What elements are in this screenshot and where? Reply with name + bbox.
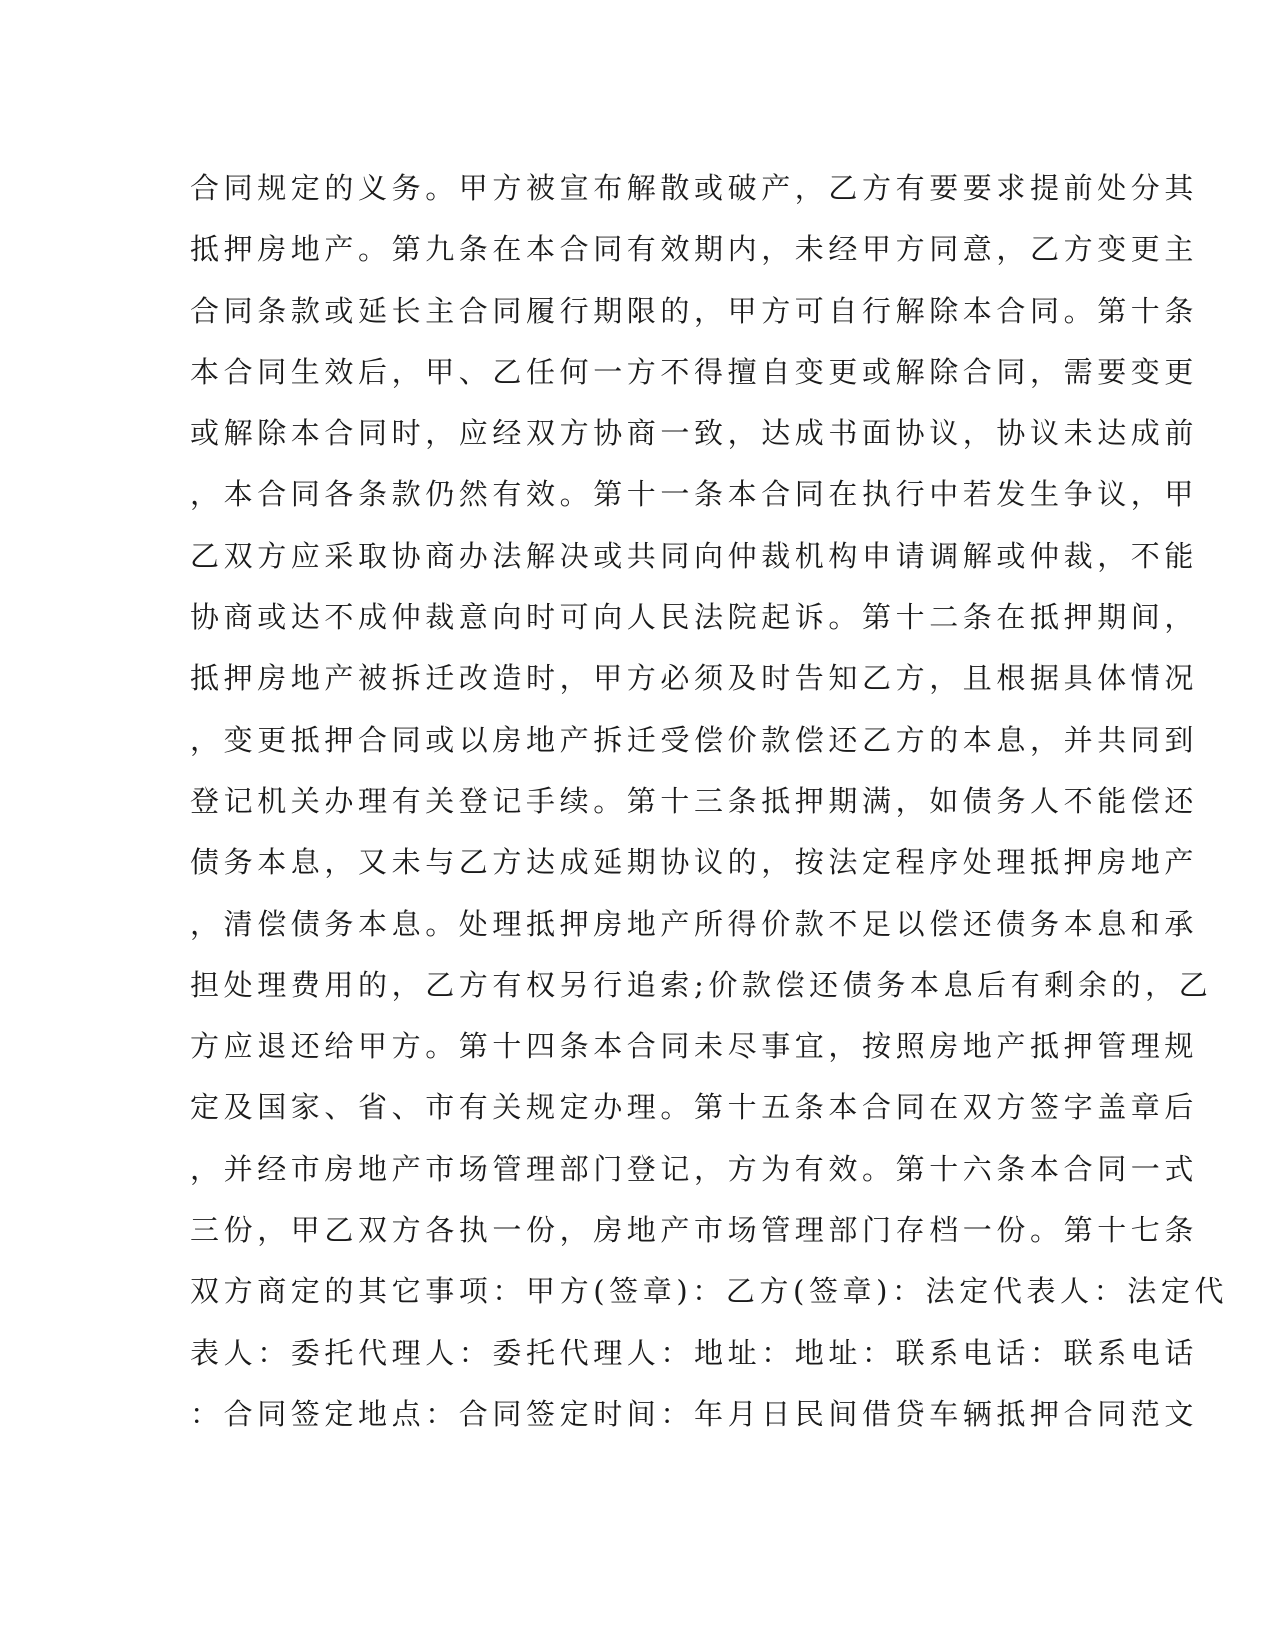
text-line: ，清偿债务本息。处理抵押房地产所得价款不足以偿还债务本息和承 <box>190 906 1199 941</box>
text-line: 方应退还给甲方。第十四条本合同未尽事宜，按照房地产抵押管理规 <box>190 1029 1199 1064</box>
text-line: 债务本息，又未与乙方达成延期协议的，按法定程序处理抵押房地产 <box>190 845 1199 880</box>
text-line: 乙双方应采取协商办法解决或共同向仲裁机构申请调解或仲裁，不能 <box>190 538 1199 573</box>
text-line: 定及国家、省、市有关规定办理。第十五条本合同在双方签字盖章后 <box>190 1090 1199 1125</box>
text-line: 表人：委托代理人：委托代理人：地址：地址：联系电话：联系电话 <box>190 1335 1199 1370</box>
text-line: 抵押房地产。第九条在本合同有效期内，未经甲方同意，乙方变更主 <box>190 232 1199 267</box>
text-line: ：合同签定地点：合同签定时间：年月日民间借贷车辆抵押合同范文 <box>190 1396 1199 1431</box>
text-line: ，并经市房地产市场管理部门登记，方为有效。第十六条本合同一式 <box>190 1151 1199 1186</box>
text-line: 三份，甲乙双方各执一份，房地产市场管理部门存档一份。第十七条 <box>190 1213 1199 1248</box>
text-line: 双方商定的其它事项：甲方(签章)：乙方(签章)：法定代表人：法定代 <box>190 1274 1229 1309</box>
text-line: 抵押房地产被拆迁改造时，甲方必须及时告知乙方，且根据具体情况 <box>190 661 1199 696</box>
text-line: ，本合同各条款仍然有效。第十一条本合同在执行中若发生争议，甲 <box>190 477 1199 512</box>
text-line: 担处理费用的，乙方有权另行追索;价款偿还债务本息后有剩余的，乙 <box>190 967 1213 1002</box>
text-line: 或解除本合同时，应经双方协商一致，达成书面协议，协议未达成前 <box>190 416 1199 451</box>
text-line: 协商或达不成仲裁意向时可向人民法院起诉。第十二条在抵押期间， <box>190 600 1199 635</box>
text-line: 合同规定的义务。甲方被宣布解散或破产，乙方有要要求提前处分其 <box>190 171 1199 205</box>
text-line: ，变更抵押合同或以房地产拆迁受偿价款偿还乙方的本息，并共同到 <box>190 722 1199 757</box>
contract-body-text <box>190 158 1229 1445</box>
text-line: 登记机关办理有关登记手续。第十三条抵押期满，如债务人不能偿还 <box>190 783 1199 818</box>
text-line: 本合同生效后，甲、乙任何一方不得擅自变更或解除合同，需要变更 <box>190 354 1199 389</box>
text-line: 合同条款或延长主合同履行期限的，甲方可自行解除本合同。第十条 <box>190 293 1199 328</box>
